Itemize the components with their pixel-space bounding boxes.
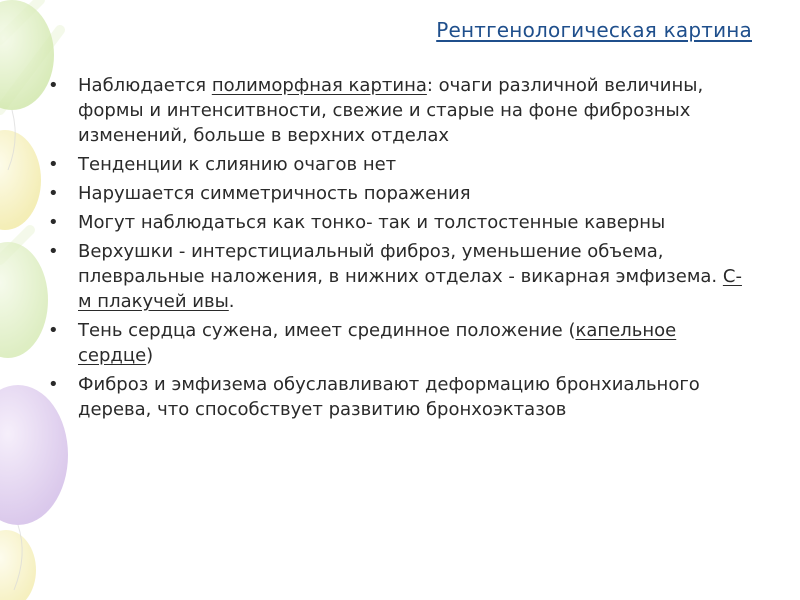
bullet-text: Фиброз и эмфизема обуславливают деформацию бронхиального дерева, что способствует развитию бронхоэктазов [78, 374, 700, 420]
slide-title: Рентгенологическая картина [436, 18, 752, 42]
bullet-text: Могут наблюдаться как тонко- так и толстостенные каверны [78, 212, 666, 233]
underlined-term: капельное сердце [78, 320, 677, 366]
bullet-item [48, 181, 748, 206]
bullet-item [48, 152, 748, 177]
underlined-term: полиморфная картина [211, 75, 427, 96]
bullet-text: : очаги различной величины, формы и интенситвности, свежие и старые на фоне фиброзных изменений, больше в верхних отделах [78, 75, 704, 146]
bullet-list [48, 73, 748, 426]
bullet-text: Тень сердца сужена, имеет срединное положение ( [78, 320, 576, 341]
bullet-text: ) [146, 345, 154, 366]
bullet-text: . [228, 291, 235, 312]
bullet-item [48, 372, 748, 422]
yellow-balloon-bottom [0, 530, 36, 600]
yellow-balloon-left [0, 130, 41, 230]
green-balloon-top [0, 0, 54, 110]
bullet-item [48, 318, 748, 368]
green-balloon-middle [0, 242, 48, 358]
bullet-text: Верхушки - интерстициальный фиброз, уменьшение объема, плевральные наложения, в нижних отделах - викарная эмфизема. [78, 241, 723, 287]
underlined-term: С-м плакучей ивы [78, 266, 742, 312]
bullet-item [48, 239, 748, 314]
bullet-text: Наблюдается [78, 75, 212, 96]
bullet-text: Нарушается симметричность поражения [78, 183, 471, 204]
bullet-item [48, 210, 748, 235]
bullet-item [48, 73, 748, 148]
bullet-text: Тенденции к слиянию очагов нет [78, 154, 397, 175]
